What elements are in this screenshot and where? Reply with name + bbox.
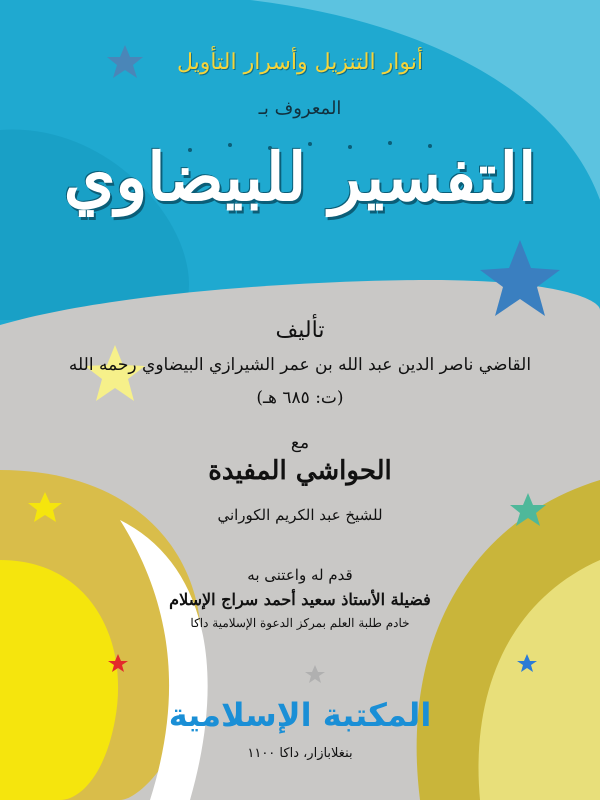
death-year: (ت: ٦٨٥ هـ)	[256, 388, 344, 408]
publisher-address: بنغلابازار، داكا ١١٠٠	[247, 746, 353, 761]
known-as-label: المعروف بـ	[258, 98, 342, 119]
with-label: مع	[290, 433, 310, 453]
author-line: القاضي ناصر الدين عبد الله بن عمر الشيرازي البيضاوي رحمه الله	[68, 355, 532, 375]
hawashi-author: للشيخ عبد الكريم الكوراني	[217, 506, 383, 524]
intro-role: خادم طلبة العلم بمركز الدعوة الإسلامية داكا	[190, 616, 410, 630]
hawashi-title: الحواشي المفيدة	[208, 456, 392, 486]
intro-label: قدم له واعتنى به	[247, 566, 353, 584]
main-title: التفسير للبيضاوي	[63, 138, 537, 216]
intro-by: فضيلة الأستاذ سعيد أحمد سراج الإسلام	[169, 590, 431, 609]
subtitle: أنوار التنزيل وأسرار التأويل	[177, 50, 423, 75]
publisher-name: المكتبة الإسلامية	[168, 696, 432, 734]
byline-label: تأليف	[275, 318, 325, 343]
